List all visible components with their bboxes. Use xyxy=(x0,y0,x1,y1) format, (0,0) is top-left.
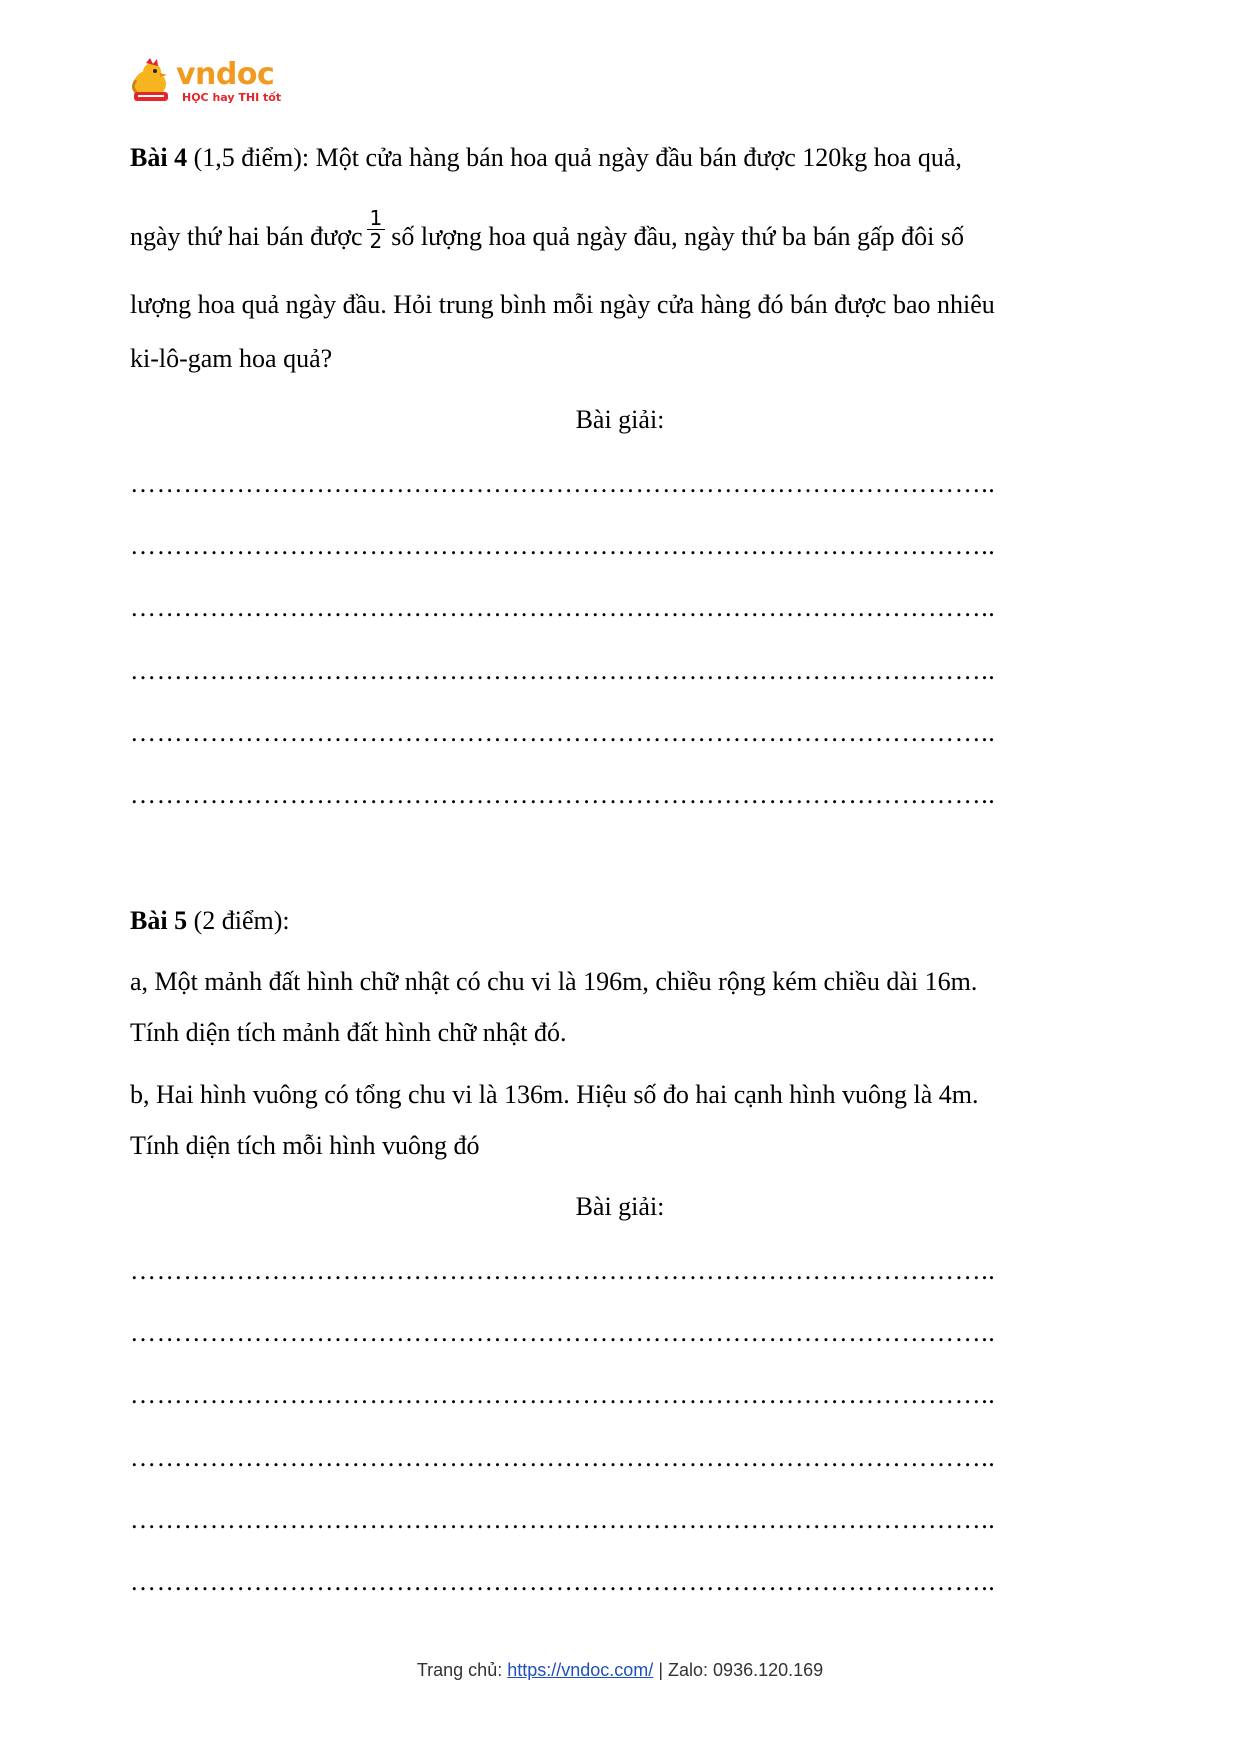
bai4-line-3: lượng hoa quả ngày đầu. Hỏi trung bình mỗi ngày cửa hàng đó bán được bao nhiêu xyxy=(130,290,995,319)
bai5-answer-line[interactable]: …………………………………………………………………………………….. xyxy=(130,1318,996,1347)
footer-zalo: Zalo: 0936.120.169 xyxy=(668,1660,824,1680)
fraction-numerator: 1 xyxy=(367,207,386,230)
bai5-title: Bài 5 xyxy=(130,906,188,935)
bai5-answer-line[interactable]: …………………………………………………………………………………….. xyxy=(130,1443,996,1472)
bai4-text-2b: số lượng hoa quả ngày đầu, ngày thứ ba bán gấp đôi số xyxy=(391,222,964,251)
vndoc-logo[interactable] xyxy=(128,58,288,108)
fraction-denominator: 2 xyxy=(369,228,383,253)
bai4-line-1 xyxy=(130,143,1110,173)
bai5-answer-line[interactable]: …………………………………………………………………………………….. xyxy=(130,1567,996,1596)
bai4-answer-line[interactable]: …………………………………………………………………………………….. xyxy=(130,531,996,560)
bai4-solution-label: Bài giải: xyxy=(575,405,665,434)
bai4-answer-line[interactable]: …………………………………………………………………………………….. xyxy=(130,593,996,622)
bai4-answer-line[interactable]: …………………………………………………………………………………….. xyxy=(130,780,996,809)
bai4-text-2a: ngày thứ hai bán được xyxy=(130,222,363,251)
fraction-one-half xyxy=(367,207,386,252)
bai4-line-2 xyxy=(130,205,1110,253)
bai4-title: Bài 4 xyxy=(130,143,188,172)
bai5-a-line-1: a, Một mảnh đất hình chữ nhật có chu vi là 196m, chiều rộng kém chiều dài 16m. xyxy=(130,967,978,996)
bai5-answer-line[interactable]: …………………………………………………………………………………….. xyxy=(130,1380,996,1409)
bai4-text-1: Một cửa hàng bán hoa quả ngày đầu bán được 120kg hoa quả, xyxy=(315,143,962,172)
bai5-heading xyxy=(130,906,1110,936)
footer-home-link[interactable]: https://vndoc.com/ xyxy=(507,1660,654,1680)
bai4-line-4: ki-lô-gam hoa quả? xyxy=(130,344,333,373)
footer-separator: | xyxy=(658,1660,664,1680)
bai5-b-line-2: Tính diện tích mỗi hình vuông đó xyxy=(130,1131,480,1160)
bai5-a-line-2: Tính diện tích mảnh đất hình chữ nhật đó. xyxy=(130,1018,567,1047)
logo-brand-text: vndoc xyxy=(176,57,275,92)
logo-slogan: HỌC hay THI tốt xyxy=(182,91,282,104)
bai4-points: (1,5 điểm): xyxy=(193,143,310,172)
mascot-icon xyxy=(128,58,178,106)
footer-home-label: Trang chủ: xyxy=(416,1660,503,1680)
bai5-answer-line[interactable]: …………………………………………………………………………………….. xyxy=(130,1256,996,1285)
page-footer xyxy=(0,1659,1240,1681)
bai5-b-line-1: b, Hai hình vuông có tổng chu vi là 136m. Hiệu số đo hai cạnh hình vuông là 4m. xyxy=(130,1080,979,1109)
bai4-answer-line[interactable]: …………………………………………………………………………………….. xyxy=(130,469,996,498)
bai5-solution-label: Bài giải: xyxy=(575,1192,665,1221)
bai5-points: (2 điểm): xyxy=(193,906,290,935)
bai4-answer-line[interactable]: …………………………………………………………………………………….. xyxy=(130,656,996,685)
bai5-answer-line[interactable]: …………………………………………………………………………………….. xyxy=(130,1505,996,1534)
bai4-answer-line[interactable]: …………………………………………………………………………………….. xyxy=(130,718,996,747)
